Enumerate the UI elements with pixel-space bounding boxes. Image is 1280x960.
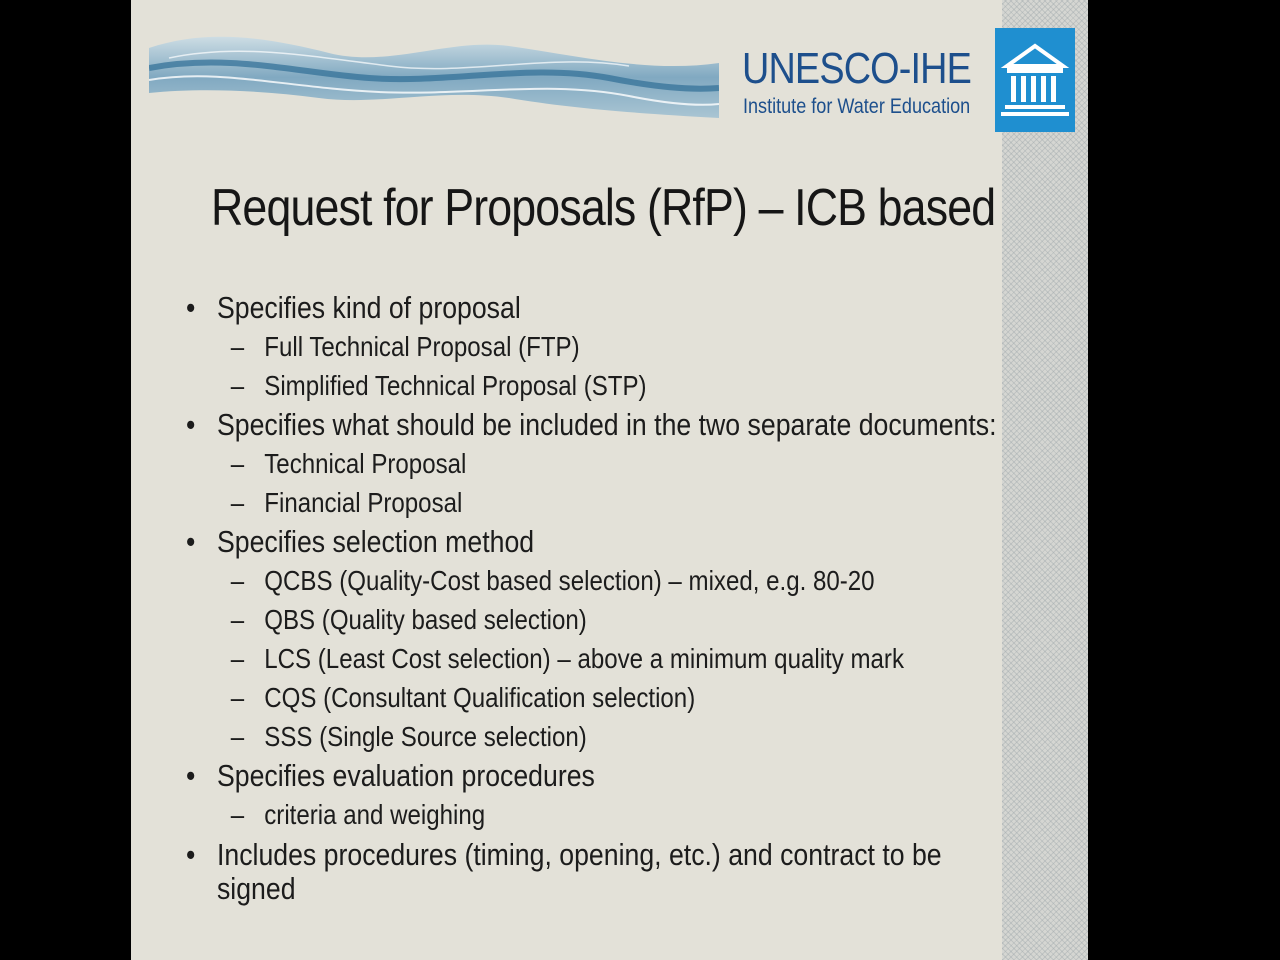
dash-icon: – <box>230 682 245 713</box>
dash-icon: – <box>230 799 245 830</box>
brand-name: UNESCO-IHE <box>742 44 971 93</box>
slide-bullet-list <box>186 288 1056 906</box>
sub-list-item-text: Full Technical Proposal (FTP) <box>264 331 580 362</box>
sub-list-item <box>186 561 934 600</box>
water-wave-banner <box>149 18 719 120</box>
sub-list-item <box>186 327 934 366</box>
list-item-text: Specifies selection method <box>216 524 535 559</box>
sub-list-item <box>186 444 934 483</box>
brand-subtitle: Institute for Water Education <box>743 95 971 118</box>
list-item <box>186 289 934 327</box>
sub-list-item-text: criteria and weighing <box>264 799 486 830</box>
sub-list-item <box>186 600 934 639</box>
list-item <box>186 838 957 906</box>
sub-list-item <box>186 483 934 522</box>
list-item-text: Includes procedures (timing, opening, etc.) and contract to be signed <box>216 837 942 906</box>
sub-list-item <box>186 366 934 405</box>
bullet-icon: • <box>186 407 196 442</box>
temple-icon <box>995 28 1075 132</box>
sub-list-item-text: Financial Proposal <box>264 487 463 518</box>
dash-icon: – <box>230 565 245 596</box>
sub-list-item <box>186 717 934 756</box>
dash-icon: – <box>230 448 245 479</box>
dash-icon: – <box>230 487 245 518</box>
list-item <box>186 523 934 561</box>
sub-list-item <box>186 639 934 678</box>
dash-icon: – <box>230 721 245 752</box>
bullet-icon: • <box>186 524 196 559</box>
list-item-text: Specifies kind of proposal <box>216 290 521 325</box>
sub-list-item <box>186 795 934 834</box>
presentation-slide <box>131 0 1088 960</box>
sub-list-item <box>186 678 934 717</box>
unesco-logo-icon <box>995 28 1075 132</box>
sub-list-item-text: Simplified Technical Proposal (STP) <box>264 370 647 401</box>
sub-list-item-text: QCBS (Quality-Cost based selection) – mixed, e.g. 80-20 <box>264 565 875 596</box>
bullet-icon: • <box>186 837 196 872</box>
sub-list-item-text: Technical Proposal <box>264 448 467 479</box>
list-item-text: Specifies what should be included in the two separate documents: <box>216 407 997 442</box>
sub-list-item-text: LCS (Least Cost selection) – above a minimum quality mark <box>264 643 904 674</box>
list-item <box>186 757 934 795</box>
bullet-icon: • <box>186 758 196 793</box>
sub-list-item-text: CQS (Consultant Qualification selection) <box>264 682 696 713</box>
sub-list-item-text: SSS (Single Source selection) <box>264 721 587 752</box>
list-item-text: Specifies evaluation procedures <box>216 758 595 793</box>
bullet-icon: • <box>186 290 196 325</box>
sub-list-item-text: QBS (Quality based selection) <box>264 604 587 635</box>
dash-icon: – <box>230 370 245 401</box>
slide-header <box>131 0 1088 170</box>
dash-icon: – <box>230 331 245 362</box>
dash-icon: – <box>230 604 245 635</box>
slide-title: Request for Proposals (RfP) – ICB based <box>211 179 996 237</box>
list-item <box>186 406 997 444</box>
dash-icon: – <box>230 643 245 674</box>
